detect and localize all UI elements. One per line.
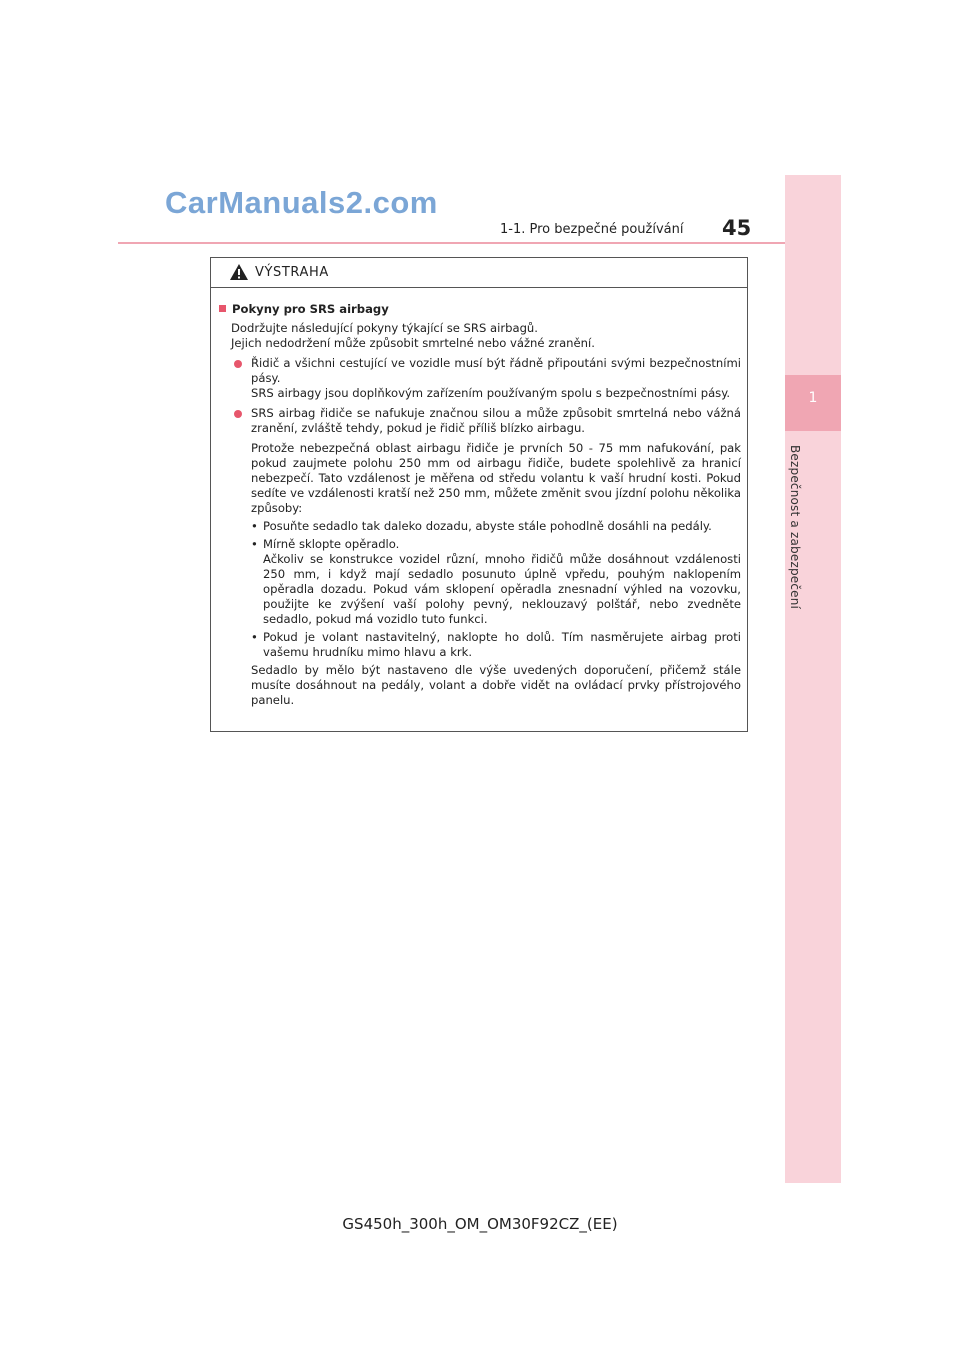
bullet-seatbelts-note: SRS airbagy jsou doplňkovým zařízením používaným spolu s bezpečnostními pásy. [251, 386, 731, 400]
intro-line-2: Jejich nedodržení může způsobit smrtelné nebo vážné zranění. [231, 336, 595, 350]
footer-code: GS450h_300h_OM_OM30F92CZ_(EE) [342, 1215, 618, 1233]
warning-body [211, 288, 747, 708]
list-item [219, 630, 741, 660]
list-item [219, 519, 741, 534]
warning-triangle-icon [229, 263, 249, 281]
section-title: 1-1. Pro bezpečné používání [500, 222, 684, 237]
warning-heading-text: Pokyny pro SRS airbagy [232, 302, 389, 316]
warning-heading [219, 302, 741, 317]
list-item-text: Pokud je volant nastavitelný, naklopte ho dolů. Tím nasměrujete airbag proti vašemu hrudníku mimo hlavu a krk. [263, 630, 741, 659]
round-bullet-icon [234, 360, 242, 368]
square-bullet-icon [219, 305, 226, 312]
page-number: 45 [722, 216, 752, 240]
list-item-text: Mírně sklopte opěradlo. [263, 537, 400, 551]
round-bullet-icon [234, 410, 242, 418]
list-item [219, 537, 741, 552]
warning-box [210, 257, 748, 732]
chapter-title: Bezpečnost a zabezpečení [788, 445, 802, 610]
intro-line-1: Dodržujte následující pokyny týkající se SRS airbagů. [231, 321, 538, 335]
list-item-text: Ačkoliv se konstrukce vozidel různí, mnoho řidičů může dosáhnout vzdálenosti 250 mm, i když mají sedadlo posunuto úplně vpředu, pouhým naklopením opěradla dozadu. Pokud vám sklopení opěradla znesnadní výhled na vozovku, použijte ke zvýšení vaší polohy pevný, neklouzavý polštář, nebo zvedněte sedadlo, pokud má vozidlo tuto funkci. [263, 552, 741, 626]
distance-paragraph: Protože nebezpečná oblast airbagu řidiče je prvních 50 - 75 mm nafukování, pak pokud zaujmete polohu 250 mm od airbagu řidiče, budete spolehlivě za hranicí nebezpečí. Tato vzdálenost je měřena od středu volantu k vaší hrudní kosti. Pokud sedíte ve vzdálenosti kratší než 250 mm, můžete změnit svou jízdní polohu několika způsoby: [251, 441, 741, 515]
list-item-continuation [219, 552, 741, 627]
chapter-number: 1 [808, 390, 818, 406]
chapter-sidebar [785, 175, 841, 1183]
dot-marker-icon: • [251, 519, 258, 533]
bullet-seatbelts [219, 356, 741, 401]
bullet-driver-airbag-text: SRS airbag řidiče se nafukuje značnou silou a může způsobit smrtelná nebo vážná zranění, zvláště tehdy, pokud je řidič příliš blízko airbagu. [251, 406, 741, 435]
bullet-driver-airbag [219, 406, 741, 436]
dot-marker-icon: • [251, 537, 258, 551]
bullet-seatbelts-text: Řidič a všichni cestující ve vozidle musí být řádně připoutáni svými bezpečnostními pásy. [251, 356, 741, 385]
dot-marker-icon: • [251, 630, 258, 644]
closing-paragraph: Sedadlo by mělo být nastaveno dle výše uvedených doporučení, přičemž stále musíte dosáhnout na pedály, volant a dobře vidět na ovládací prvky přístrojového panelu. [251, 663, 741, 707]
list-item-text: Posuňte sedadlo tak daleko dozadu, abyste stále pohodlně dosáhli na pedály. [263, 519, 712, 533]
watermark-logo: CarManuals2.com [165, 185, 438, 220]
warning-header [211, 258, 747, 288]
header-divider [118, 242, 785, 244]
warning-title: VÝSTRAHA [255, 265, 329, 280]
